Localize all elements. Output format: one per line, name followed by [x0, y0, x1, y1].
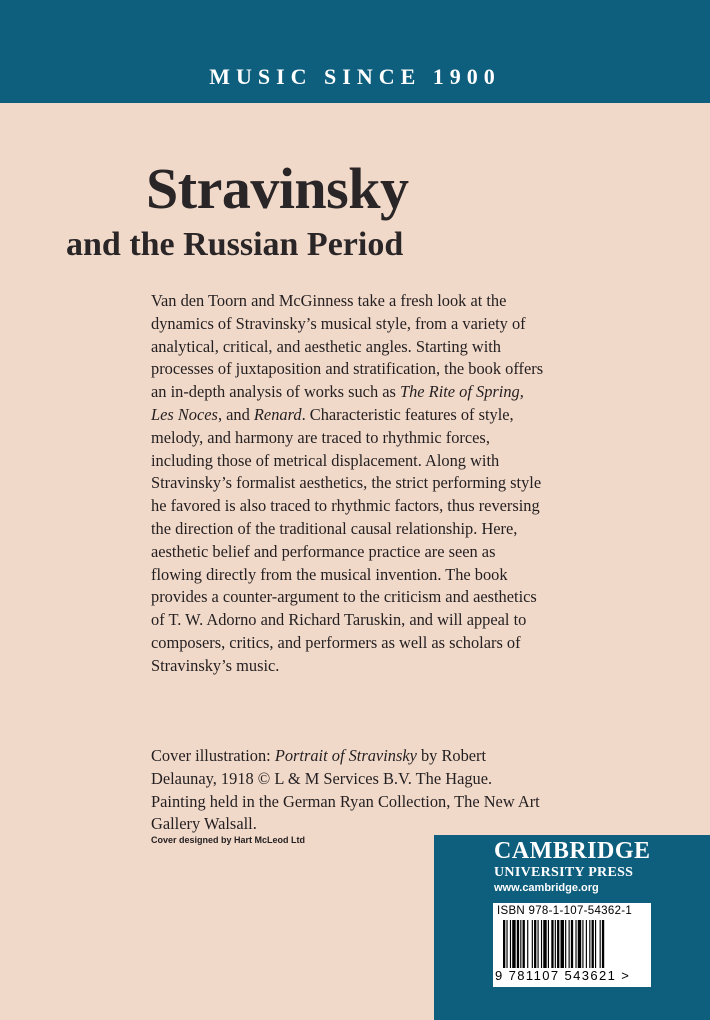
- barcode-bar: [517, 920, 519, 968]
- barcode-bar: [557, 920, 559, 968]
- barcode-bar: [532, 920, 533, 968]
- blurb-text-2: , and: [217, 404, 254, 424]
- barcode-bar: [575, 920, 576, 968]
- barcode-bar: [534, 920, 536, 968]
- book-subtitle: and the Russian Period: [66, 226, 404, 263]
- isbn-label: ISBN 978-1-107-54362-1: [497, 905, 633, 917]
- barcode-bar: [512, 920, 515, 968]
- barcode-bar: [569, 920, 570, 968]
- barcode-bar: [595, 920, 596, 968]
- blurb-text-1: Van den Toorn and McGinness take a fresh look at the dynamics of Stravinsky’s musical style, from a variety of analytical, critical, and aesthetic angles. Starting with processes of juxtaposition and stratification, the book offers an in-depth analysis of works such as: [151, 291, 544, 402]
- barcode-bar: [510, 920, 511, 968]
- publisher-name: CAMBRIDGE: [494, 838, 651, 864]
- barcode-bar: [541, 920, 542, 968]
- book-description: [151, 290, 546, 678]
- barcode-bar: [520, 920, 521, 968]
- barcode-bar: [586, 920, 587, 968]
- blurb-work-title-2: Renard: [253, 404, 302, 424]
- barcode: [493, 903, 651, 987]
- barcode-bar: [503, 920, 505, 968]
- publisher-box: [434, 835, 710, 1020]
- barcode-digits: 9 781107 543621 >: [495, 968, 631, 983]
- barcode-bars: [503, 920, 649, 968]
- barcode-bar: [602, 920, 604, 968]
- blurb-work-title-1: The Rite of Spring, Les Noces: [151, 382, 524, 424]
- barcode-bar: [565, 920, 566, 968]
- barcode-bar: [555, 920, 556, 968]
- blurb-text-3: . Characteristic features of style, melody, and harmony are traced to rhythmic forces, including those of metrical displacement. Along with Stravinsky’s formalist aesthetics, the strict performing style he favored is also traced to rhythmic factors, thus reversing the direction of the traditional causal relationship. Here, aesthetic belief and performance practice are seen as flowing directly from the musical invention. The book provides a counter-argument to the criticism and aesthetics of T. W. Adorno and Richard Taruskin, and will appeal to composers, critics, and performers as well as scholars of Stravinsky’s music.: [151, 404, 542, 675]
- credit-work-title: Portrait of Stravinsky: [274, 746, 417, 765]
- barcode-bar: [600, 920, 601, 968]
- credit-prefix: Cover illustration:: [151, 746, 275, 765]
- cover-credit: [151, 745, 546, 836]
- barcode-bar: [578, 920, 581, 968]
- series-band: [0, 0, 710, 103]
- barcode-bar: [561, 920, 564, 968]
- barcode-bar: [592, 920, 594, 968]
- barcode-bar: [589, 920, 590, 968]
- book-title: Stravinsky: [146, 156, 409, 221]
- designer-credit: Cover designed by Hart McLeod Ltd: [151, 835, 306, 845]
- barcode-bar: [548, 920, 549, 968]
- credit-rest: by Robert Delaunay, 1918 © L & M Services B.V. The Hague. Painting held in the German Ryan Collection, The New Art Gallery Walsall.: [151, 746, 540, 834]
- publisher-url: www.cambridge.org: [494, 882, 599, 894]
- publisher-subtitle: UNIVERSITY PRESS: [494, 865, 634, 880]
- barcode-bar: [551, 920, 553, 968]
- barcode-bar: [538, 920, 539, 968]
- barcode-bar: [582, 920, 583, 968]
- series-title: MUSIC SINCE 1900: [209, 64, 501, 89]
- barcode-bar: [543, 920, 546, 968]
- barcode-bar: [523, 920, 525, 968]
- barcode-bar: [571, 920, 573, 968]
- barcode-bar: [527, 920, 528, 968]
- barcode-bar: [506, 920, 507, 968]
